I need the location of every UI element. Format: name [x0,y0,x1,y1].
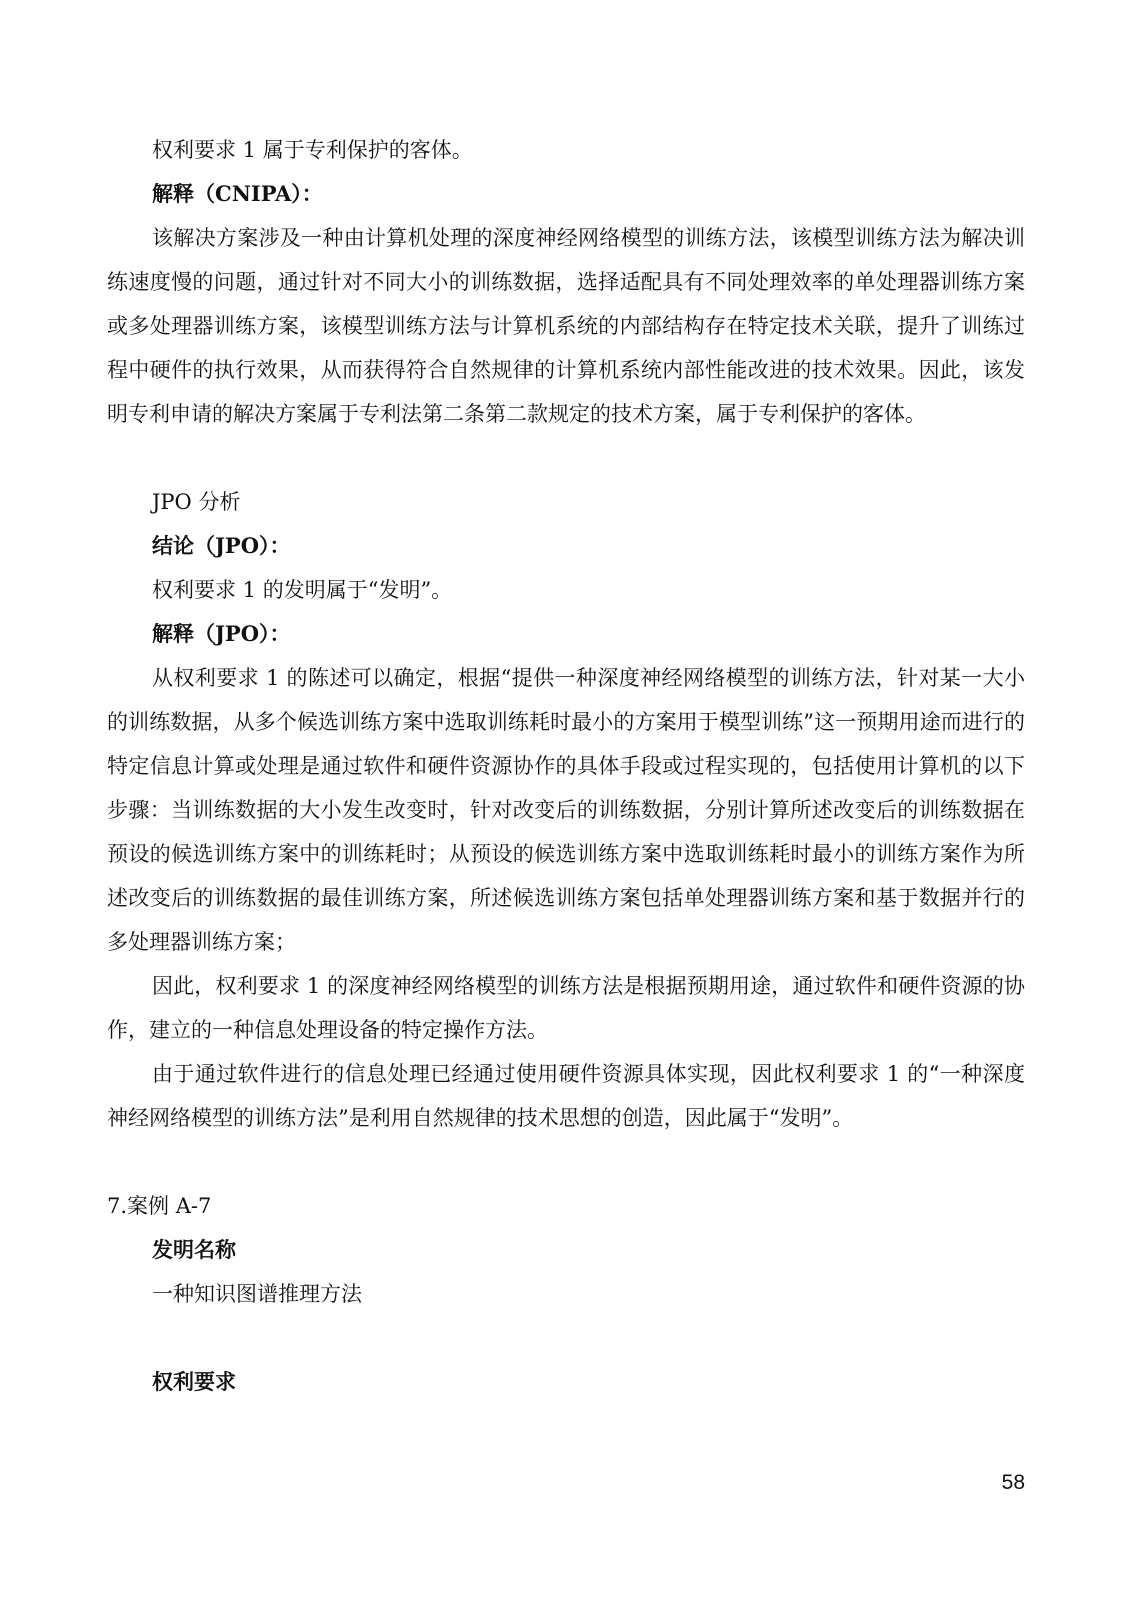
cnipa-explanation-paragraph: 该解决方案涉及一种由计算机处理的深度神经网络模型的训练方法，该模型训练方法为解决训练速度慢的问题，通过针对不同大小的训练数据，选择适配具有不同处理效率的单处理器训练方案或多处理器训练方案，该模型训练方法与计算机系统的内部结构存在特定技术关联，提升了训练过程中硬件的执行效果，从而获得符合自然规律的计算机系统内部性能改进的技术效果。因此，该发明专利申请的解决方案属于专利法第二条第二款规定的技术方案，属于专利保护的客体。 [107,226,1025,426]
jpo-conclusion-text: 权利要求 1 的发明属于“发明”。 [152,578,453,602]
document-body [107,128,1025,1404]
jpo-explanation-paragraph-1: 从权利要求 1 的陈述可以确定，根据“提供一种深度神经网络模型的训练方法，针对某一大小的训练数据，从多个候选训练方案中选取训练耗时最小的方案用于模型训练”这一预期用途而进行的特定信息计算或处理是通过软件和硬件资源协作的具体手段或过程实现的，包括使用计算机的以下步骤：当训练数据的大小发生改变时，针对改变后的训练数据，分别计算所述改变后的训练数据在预设的候选训练方案中的训练耗时；从预设的候选训练方案中选取训练耗时最小的训练方案作为所述改变后的训练数据的最佳训练方案，所述候选训练方案包括单处理器训练方案和基于数据并行的多处理器训练方案； [107,666,1025,954]
cnipa-explanation-heading: 解释（CNIPA）： [152,181,323,206]
claim-conclusion-text: 权利要求 1 属于专利保护的客体。 [152,138,473,162]
claims-heading: 权利要求 [152,1369,236,1394]
jpo-section-title: JPO 分析 [152,490,241,514]
jpo-explanation-heading: 解释（JPO）： [152,621,291,646]
jpo-explanation-paragraph-3: 由于通过软件进行的信息处理已经通过使用硬件资源具体实现，因此权利要求 1 的“一种深度神经网络模型的训练方法”是利用自然规律的技术思想的创造，因此属于“发明”。 [107,1062,1025,1130]
invention-name-text: 一种知识图谱推理方法 [152,1282,362,1306]
jpo-explanation-paragraph-2: 因此，权利要求 1 的深度神经网络模型的训练方法是根据预期用途，通过软件和硬件资源的协作，建立的一种信息处理设备的特定操作方法。 [107,974,1025,1042]
page-number: 58 [1001,1471,1025,1494]
invention-name-heading: 发明名称 [152,1237,236,1262]
jpo-conclusion-heading: 结论（JPO）： [152,533,291,558]
case-title: 7.案例 A-7 [107,1194,212,1218]
